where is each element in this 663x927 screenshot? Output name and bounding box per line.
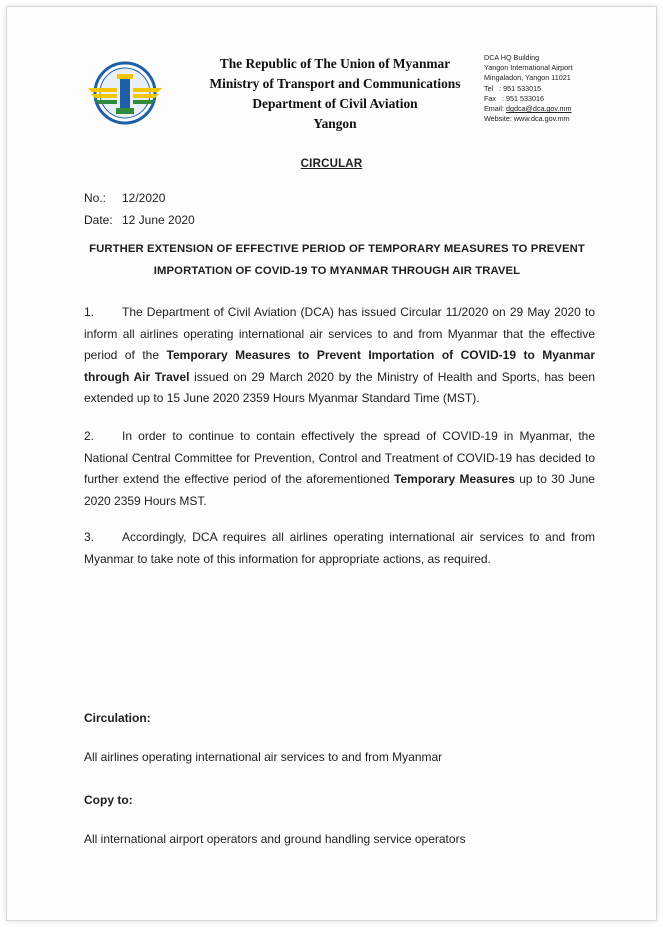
document-type-title: CIRCULAR: [300, 158, 363, 170]
paragraph-emphasis: Temporary Measures: [394, 472, 515, 486]
paragraph-text: up to 30 June 2020 2359 Hours MST.: [84, 472, 595, 508]
letterhead: [190, 54, 480, 134]
telephone: Tel : 951 533015: [484, 83, 542, 93]
copy-to-label: Copy to:: [84, 793, 133, 807]
republic-name: The Republic of The Union of Myanmar: [219, 56, 451, 71]
circulation-text: All airlines operating international air services to and from Myanmar: [84, 750, 443, 764]
subject-heading: [80, 238, 594, 282]
contact-info: [484, 53, 624, 124]
website: Website: www.dca.gov.mm: [484, 114, 570, 124]
paragraph-number: 2.: [84, 429, 95, 443]
date-value: 12 June 2020: [122, 213, 195, 227]
postal-address: Mingaladon, Yangon 11021: [484, 73, 571, 83]
city-name: Yangon: [313, 116, 357, 131]
email-line: [484, 104, 624, 114]
paragraph-2: [84, 426, 595, 512]
paragraph-number: 3.: [84, 530, 95, 544]
paragraph-text: In order to continue to contain effectively the spread of COVID-19 in Myanmar, the National Central Committee for Prevention, Control and Treatment of COVID-19 has decided to further extend the effective period of the aforementioned: [84, 429, 595, 486]
airport-name: Yangon International Airport: [484, 63, 573, 73]
ministry-name: Ministry of Transport and Communications: [209, 76, 461, 91]
paragraph-3: [84, 527, 595, 570]
date-label: Date:: [84, 213, 113, 227]
circular-date: [84, 212, 195, 228]
subject-line-1: FURTHER EXTENSION OF EFFECTIVE PERIOD OF TEMPORARY MEASURES TO PREVENT: [89, 243, 585, 255]
subject-line-2: IMPORTATION OF COVID-19 TO MYANMAR THROUGH AIR TRAVEL: [153, 265, 521, 277]
department-name: Department of Civil Aviation: [252, 96, 418, 111]
paragraph-text: Accordingly, DCA requires all airlines operating international air services to and from Myanmar to take note of this information for appropriate actions, as required.: [84, 530, 595, 566]
building-name: DCA HQ Building: [484, 53, 540, 62]
fax: Fax : 951 533016: [484, 93, 544, 103]
paragraph-number: 1.: [84, 305, 95, 319]
circulation-label: Circulation:: [84, 711, 151, 725]
paragraph-text: issued on 29 March 2020 by the Ministry of Health and Sports, has been extended up to 15 June 2020 2359 Hours Myanmar Standard Time (MST).: [84, 369, 595, 405]
email-link[interactable]: dgdca@dca.gov.mm: [505, 104, 572, 114]
dca-emblem-icon: [84, 52, 166, 134]
paragraph-text: The Department of Civil Aviation (DCA) has issued Circular 11/2020 on 29 May 2020 to inform all airlines operating international air services to and from Myanmar that the effective period of the: [84, 305, 595, 362]
paragraph-emphasis: Temporary Measures to Prevent Importation of COVID-19 to Myanmar through Air Travel: [84, 348, 595, 384]
number-value: 12/2020: [122, 191, 166, 205]
copy-to-text: All international airport operators and ground handling service operators: [84, 832, 466, 846]
circular-number: [84, 190, 166, 206]
paragraph-1: [84, 302, 595, 410]
number-label: No.:: [84, 191, 107, 205]
email-label: Email:: [484, 104, 506, 114]
